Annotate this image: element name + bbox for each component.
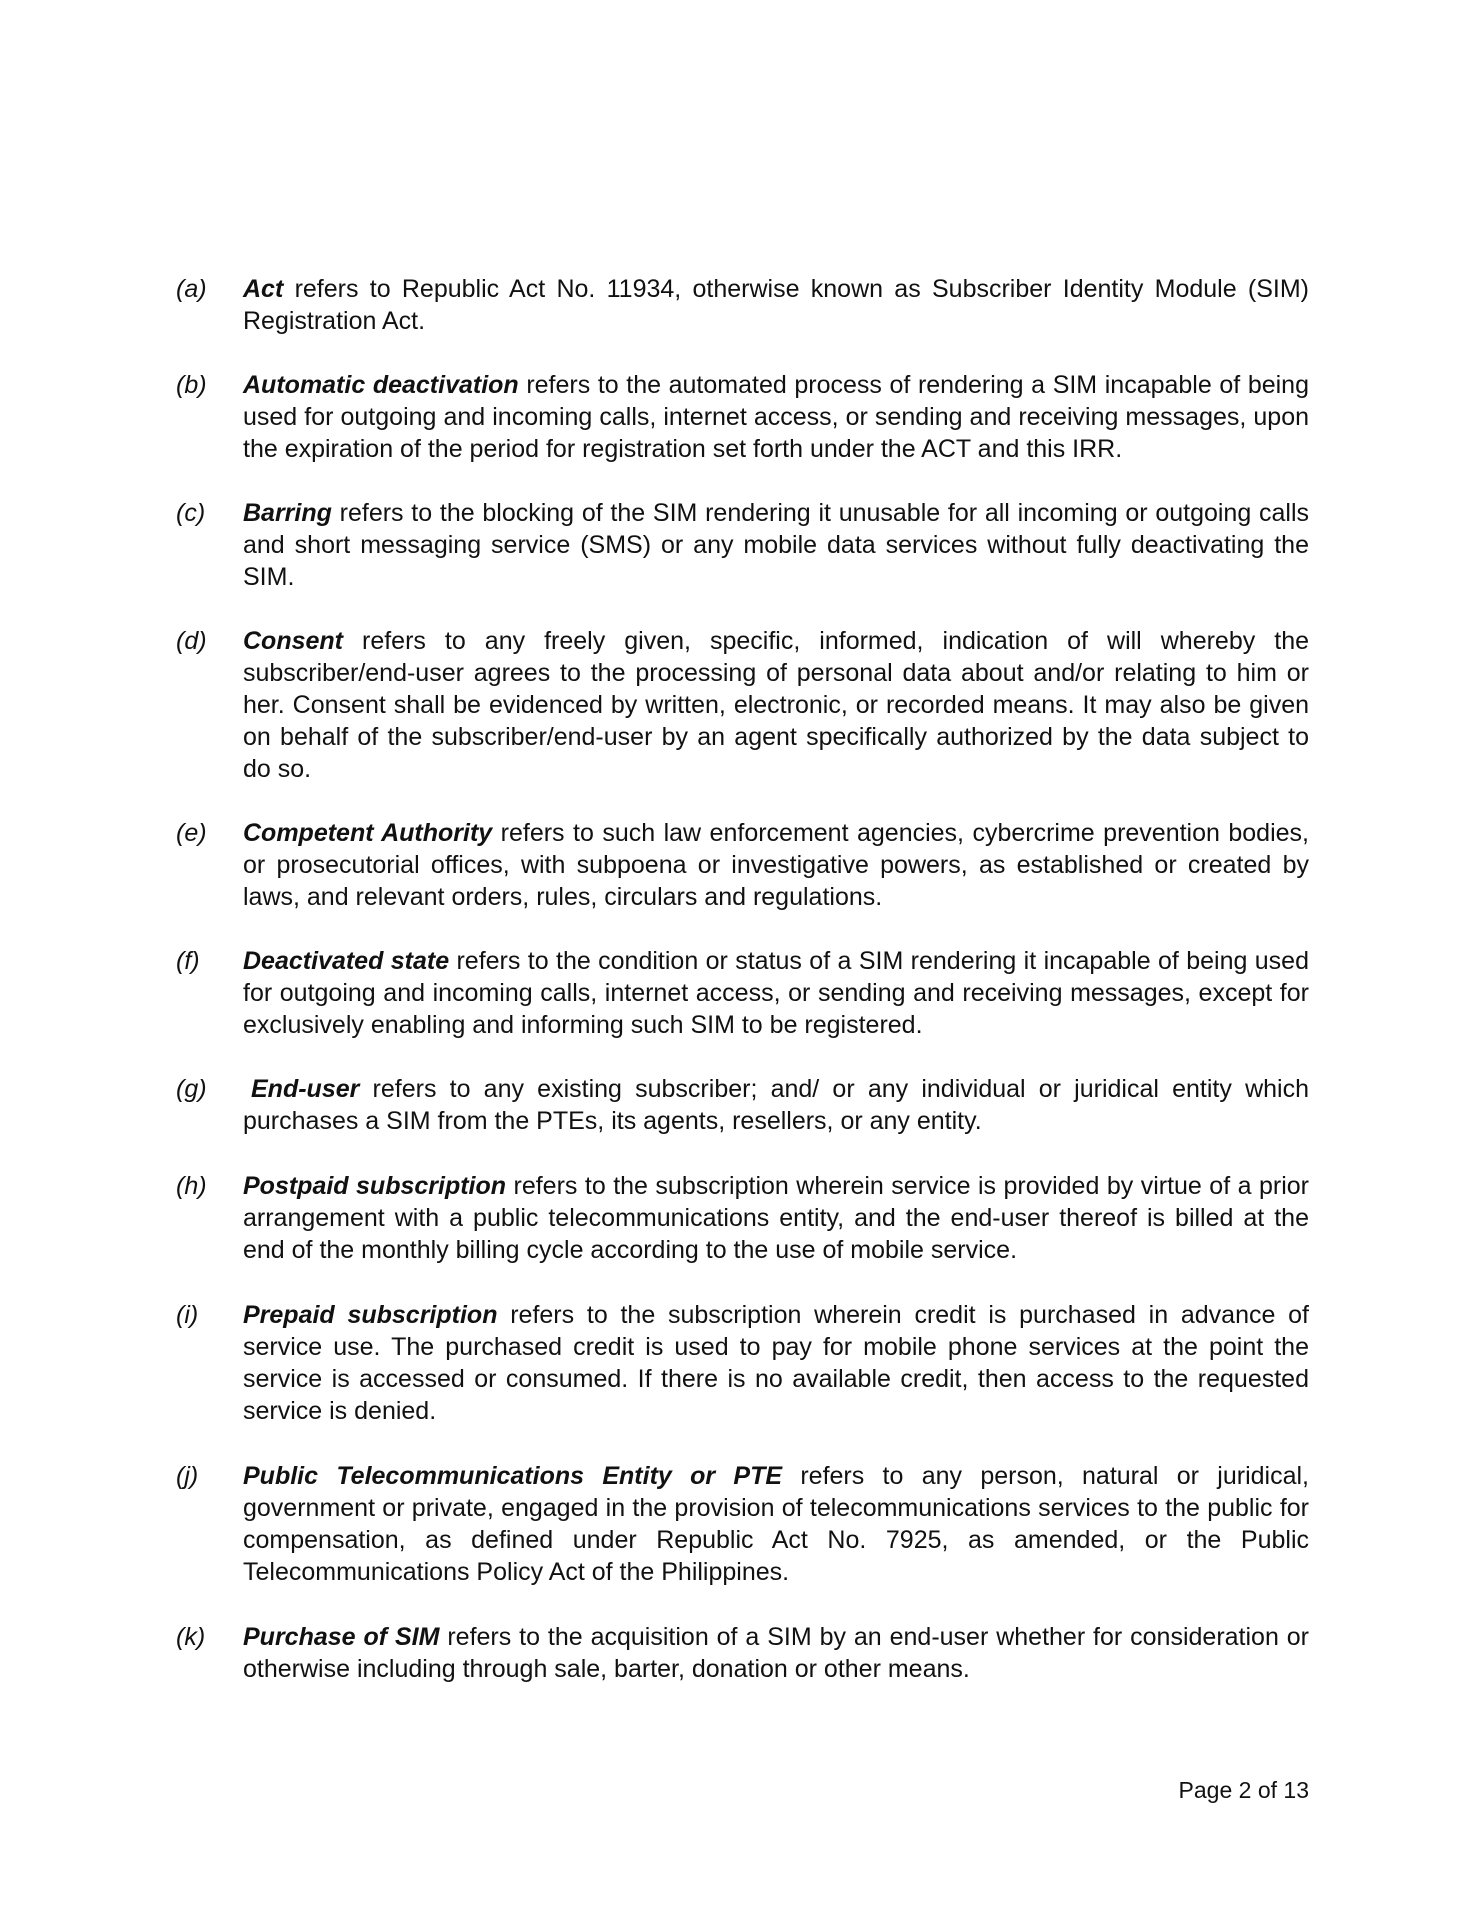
definition-text xyxy=(243,1299,1309,1427)
definition-item xyxy=(176,1299,1309,1427)
definition-marker: (a) xyxy=(176,275,207,303)
definition-term: Competent Authority xyxy=(243,819,493,847)
definition-term: End-user xyxy=(251,1075,360,1103)
definition-term: Public Telecommunications Entity or PTE xyxy=(243,1462,783,1490)
definition-description: refers to Republic Act No. 11934, otherwise known as Subscriber Identity Module (SIM) Registration Act. xyxy=(243,275,1309,335)
definition-item xyxy=(176,625,1309,785)
definition-item xyxy=(176,945,1309,1041)
definition-marker: (d) xyxy=(176,627,207,655)
definition-term: Automatic deactivation xyxy=(243,371,519,399)
definition-marker: (h) xyxy=(176,1172,207,1200)
definition-text xyxy=(243,1460,1309,1588)
definition-item xyxy=(176,817,1309,913)
definition-marker: (i) xyxy=(176,1301,199,1329)
definition-text xyxy=(243,1621,1309,1685)
definitions-list xyxy=(176,273,1309,1685)
definition-text xyxy=(243,369,1309,465)
definition-description: refers to any person, natural or juridical, government or private, engaged in the provision of telecommunications services to the public for compensation, as defined under Republic Act No. 7925, as amended, or the Public Telecommunications Policy Act of the Philippines. xyxy=(243,1462,1309,1586)
definition-marker: (c) xyxy=(176,499,206,527)
definition-description: refers to any existing subscriber; and/ or any individual or juridical entity which purchases a SIM from the PTEs, its agents, resellers, or any entity. xyxy=(243,1075,1309,1135)
definition-description: refers to the subscription wherein service is provided by virtue of a prior arrangement with a public telecommunications entity, and the end-user thereof is billed at the end of the monthly billing cycle according to the use of mobile service. xyxy=(243,1172,1309,1264)
definition-item xyxy=(176,497,1309,593)
definition-item xyxy=(176,1073,1309,1137)
definition-marker: (g) xyxy=(176,1075,207,1103)
definition-item xyxy=(176,1170,1309,1266)
definition-term: Prepaid subscription xyxy=(243,1301,498,1329)
definition-item xyxy=(176,369,1309,465)
definition-text xyxy=(243,1170,1309,1266)
page-number: Page 2 of 13 xyxy=(1178,1777,1309,1803)
definition-description: refers to the subscription wherein credit is purchased in advance of service use. The purchased credit is used to pay for mobile phone services at the point the service is accessed or consumed. If there is no available credit, then access to the requested service is denied. xyxy=(243,1301,1309,1425)
definition-text xyxy=(243,817,1309,913)
definition-marker: (e) xyxy=(176,819,207,847)
definition-item xyxy=(176,1621,1309,1685)
definition-item xyxy=(176,273,1309,337)
definition-marker: (j) xyxy=(176,1462,199,1490)
definition-text xyxy=(243,273,1309,337)
definition-marker: (f) xyxy=(176,947,200,975)
definition-description: refers to the automated process of rendering a SIM incapable of being used for outgoing and incoming calls, internet access, or sending and receiving messages, upon the expiration of the period for registration set forth under the ACT and this IRR. xyxy=(243,371,1309,463)
definition-description: refers to the condition or status of a SIM rendering it incapable of being used for outgoing and incoming calls, internet access, or sending and receiving messages, except for exclusively enabling and informing such SIM to be registered. xyxy=(243,947,1309,1039)
definition-marker: (b) xyxy=(176,371,207,399)
definition-term: Barring xyxy=(243,499,332,527)
definition-text xyxy=(243,1073,1309,1137)
definition-description: refers to such law enforcement agencies, cybercrime prevention bodies, or prosecutorial offices, with subpoena or investigative powers, as established or created by laws, and relevant orders, rules, circulars and regulations. xyxy=(243,819,1309,911)
definition-item xyxy=(176,1460,1309,1588)
definition-text xyxy=(243,945,1309,1041)
definition-text xyxy=(243,497,1309,593)
definition-description: refers to any freely given, specific, informed, indication of will whereby the subscriber/end-user agrees to the processing of personal data about and/or relating to him or her. Consent shall be evidenced by written, electronic, or recorded means. It may also be given on behalf of the subscriber/end-user by an agent specifically authorized by the data subject to do so. xyxy=(243,627,1309,783)
definition-description: refers to the acquisition of a SIM by an end-user whether for consideration or otherwise including through sale, barter, donation or other means. xyxy=(243,1623,1309,1683)
definition-description: refers to the blocking of the SIM rendering it unusable for all incoming or outgoing calls and short messaging service (SMS) or any mobile data services without fully deactivating the SIM. xyxy=(243,499,1309,591)
definition-term: Consent xyxy=(243,627,343,655)
definition-term: Purchase of SIM xyxy=(243,1623,440,1651)
definition-marker: (k) xyxy=(176,1623,206,1651)
definition-term: Act xyxy=(243,275,284,303)
definition-term: Deactivated state xyxy=(243,947,450,975)
definition-text xyxy=(243,625,1309,785)
definition-term: Postpaid subscription xyxy=(243,1172,507,1200)
